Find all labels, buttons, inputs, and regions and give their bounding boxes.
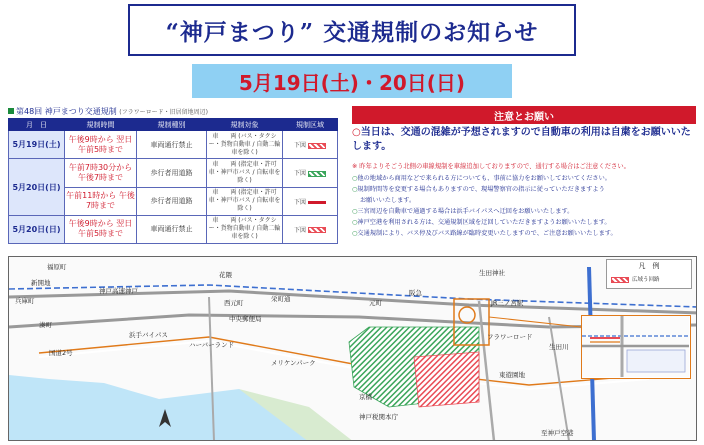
map-inset	[581, 315, 691, 379]
notice-main	[352, 126, 696, 154]
highlight-circle	[459, 307, 475, 323]
red-hatch-swatch-icon	[308, 143, 326, 149]
area-cell	[283, 187, 338, 215]
list-item-text: 交通規制により、バス停及びバス路線が臨時変更いたしますので、ご注意お願いいたします。	[357, 230, 617, 237]
area-label: 下図	[293, 170, 306, 178]
table-row	[9, 159, 338, 187]
map-label: 西元町	[224, 299, 244, 307]
map-label: 浜手バイパス	[129, 331, 168, 339]
regulation-table	[8, 118, 338, 244]
map-label: 国道2号	[49, 349, 73, 357]
target-cell: 車 両 (バス・タクシー・貨物自動車 / 自動二輪車を除く)	[207, 215, 283, 243]
regulation-heading	[8, 106, 208, 117]
circle-bullet-icon: ○	[352, 230, 358, 237]
regulation-title: 第48回 神戸まつり交通規制	[16, 107, 117, 116]
area-cell	[283, 159, 338, 187]
map-label: 花隈	[219, 271, 232, 279]
event-dates: 5月19日(土)・20日(日)	[238, 70, 466, 95]
list-item-text: 他の地域から商用などで来られる方についても、事前に協力をお願いしておいてください。	[357, 175, 611, 182]
area-cell	[283, 131, 338, 159]
list-item	[352, 184, 696, 195]
header-cell: 規制時間	[65, 119, 137, 131]
road-line	[479, 301, 494, 441]
table-row	[9, 215, 338, 243]
map-label: 湊町	[39, 321, 52, 329]
kind-cell: 車両通行禁止	[137, 131, 207, 159]
map-label: 阪急	[409, 289, 422, 297]
red-regulated-zone	[414, 352, 479, 407]
time-cell: 午前11時から 午後7時まで	[65, 187, 137, 215]
red-line-swatch-icon	[308, 201, 326, 204]
notice-list	[352, 173, 696, 239]
regulation-subtitle: (フラワーロード・旧居留地周辺)	[119, 109, 208, 116]
circle-bullet-icon: ○	[352, 175, 358, 182]
map-label: 新開地	[31, 279, 51, 287]
detour-swatch-icon	[611, 277, 629, 283]
list-item	[352, 173, 696, 184]
green-square-icon	[8, 108, 14, 114]
header-cell: 規制対象	[207, 119, 283, 131]
red-hatch-swatch-icon	[308, 227, 326, 233]
map-label: 兵庫町	[15, 297, 35, 305]
date-cell: 5月20日(日)	[9, 215, 65, 243]
road-line	[549, 317, 569, 441]
kind-cell: 歩行者用道路	[137, 187, 207, 215]
header-cell: 月 日	[9, 119, 65, 131]
kind-cell: 歩行者用道路	[137, 159, 207, 187]
kind-cell: 車両通行禁止	[137, 215, 207, 243]
area-label: 下図	[293, 226, 306, 234]
map-legend	[606, 259, 692, 289]
circle-bullet-icon: ○	[352, 208, 358, 215]
map-label: 東遊園地	[499, 371, 525, 379]
area-label: 下図	[293, 142, 306, 150]
list-item	[352, 195, 696, 206]
notice-main-text: 当日は、交通の混雑が予想されますので自動車の利用は自粛をお願いいたします。	[352, 127, 691, 152]
table-row	[9, 131, 338, 159]
date-band	[192, 64, 512, 98]
map-label: JR三ノ宮駅	[491, 299, 524, 307]
legend-title: 凡 例	[638, 262, 660, 270]
notice-heading-bar	[352, 106, 696, 124]
area-cell	[283, 215, 338, 243]
date-cell: 5月20日(日)	[9, 159, 65, 216]
regulation-map	[8, 256, 697, 441]
list-item-text: 三宮周辺を自動車で通過する場合は浜手バイパスへ迂回をお願いいたします。	[357, 208, 574, 215]
map-label: 生田神社	[479, 269, 505, 277]
time-cell: 午後9時から 翌日午前5時まで	[65, 215, 137, 243]
green-hatch-swatch-icon	[308, 171, 326, 177]
time-cell: 午前7時30分から 午後7時まで	[65, 159, 137, 187]
target-cell: 車 両 (バス・タクシー・貨物自動車 / 自動二輪車を除く)	[207, 131, 283, 159]
map-label: 福原町	[47, 263, 67, 271]
circle-bullet-icon: ○	[352, 186, 358, 193]
legend-item-label: 広域う回路	[632, 277, 660, 283]
map-label: 元町	[369, 299, 382, 307]
map-label: 神戸税関本庁	[359, 413, 398, 421]
map-label: ハーバーランド	[189, 341, 235, 349]
notice-warning: ※ 昨年よりそごう北側の車線規制を車線追加しておりますので、通行する場合はご注意ください。	[352, 163, 630, 170]
list-item-text: 規制時間等を変更する場合もありますので、現場警察官の指示に従っていただきますよう	[357, 186, 605, 193]
map-label: 京橋	[359, 393, 372, 401]
list-item-text: 神戸空港を利用される方は、交通規制区域を迂回していただきますようお願いいたします。	[357, 219, 611, 226]
area-label: 下図	[293, 198, 306, 206]
map-label: 生田川	[549, 343, 569, 351]
map-label: フラワーロード	[487, 333, 533, 341]
page-title: “神戸まつり” 交通規制のお知らせ	[165, 18, 539, 46]
date-cell: 5月19日(土)	[9, 131, 65, 159]
circle-bullet-icon: ○	[352, 219, 358, 226]
map-label: メリケンパーク	[271, 359, 316, 367]
list-item	[352, 206, 696, 217]
map-label: 至神戸空港	[541, 429, 574, 437]
header-cell: 規制区域	[283, 119, 338, 131]
map-label: 中央郵便局	[229, 315, 262, 323]
time-cell: 午後9時から 翌日午前5時まで	[65, 131, 137, 159]
list-item-text: お願いいたします。	[360, 197, 416, 204]
map-label: 神戸高速神戸	[99, 287, 138, 295]
circle-bullet-icon: ○	[352, 127, 361, 138]
header-cell: 規制種別	[137, 119, 207, 131]
list-item	[352, 228, 696, 239]
map-label: 栄町通	[271, 295, 291, 303]
inset-canvas	[582, 316, 689, 377]
legend-item	[611, 275, 660, 283]
target-cell: 車 両 (指定車・許可車・神戸市バス / 自転車を除く)	[207, 187, 283, 215]
target-cell: 車 両 (指定車・許可車・神戸市バス / 自転車を除く)	[207, 159, 283, 187]
list-item	[352, 217, 696, 228]
notice-heading: 注意とお願い	[494, 111, 554, 123]
page-title-box	[128, 4, 576, 56]
table-header-row	[9, 119, 338, 131]
